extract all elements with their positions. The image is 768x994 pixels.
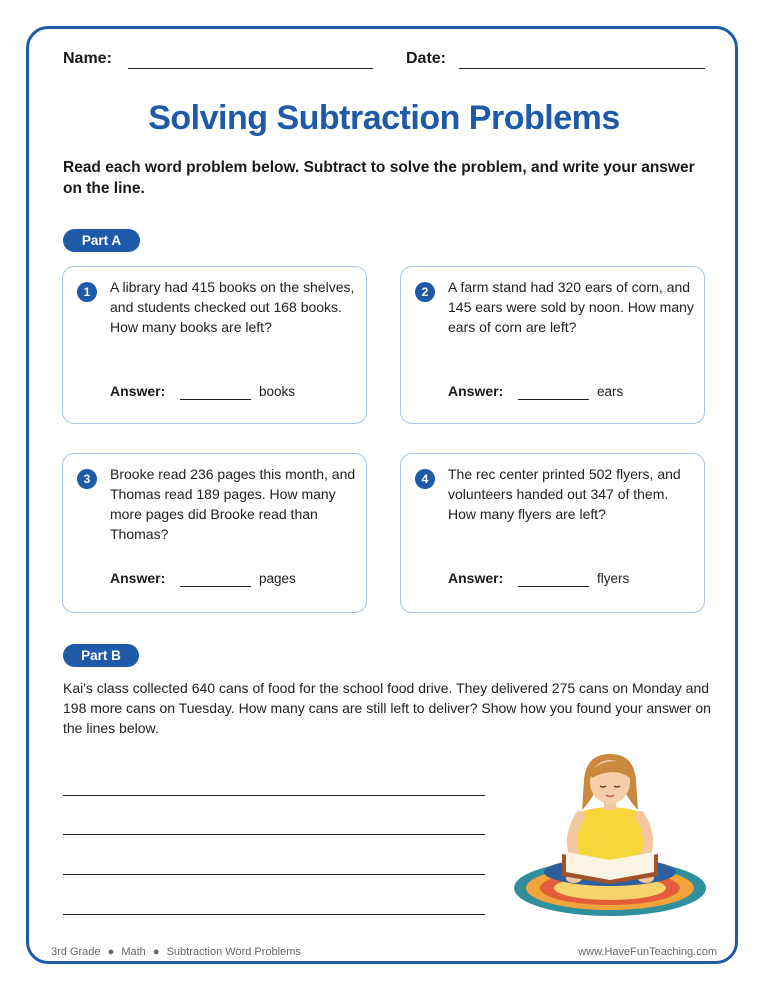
problem-number-badge: 2 (415, 282, 435, 302)
problem-text: Brooke read 236 pages this month, and Thomas read 189 pages. How many more pages did Brooke read than Thomas? (110, 466, 356, 542)
work-line-3[interactable] (63, 874, 485, 875)
answer-label: Answer: (448, 570, 504, 586)
answer-unit: books (259, 384, 296, 399)
page-title: Solving Subtraction Problems (148, 99, 620, 137)
answer-line[interactable] (180, 399, 251, 400)
bullet-icon: ● (152, 946, 160, 958)
answer-unit: pages (259, 571, 296, 586)
problem-number-badge: 4 (415, 469, 435, 489)
footer-website[interactable]: www.HaveFunTeaching.com (578, 946, 717, 958)
part-a-label: Part A (63, 229, 140, 252)
name-field[interactable] (128, 68, 373, 69)
problem-text: A farm stand had 320 ears of corn, and 145 ears were sold by noon. How many ears of corn are left? (448, 279, 694, 335)
footer-topic: Subtraction Word Problems (166, 946, 301, 958)
answer-label: Answer: (448, 383, 504, 399)
problem-number-badge: 1 (77, 282, 97, 302)
answer-label: Answer: (110, 383, 166, 399)
footer-subject: Math (121, 946, 146, 958)
problem-card-2 (400, 266, 705, 424)
girl-reading-book-on-rug-illustration (510, 750, 710, 920)
date-field[interactable] (459, 68, 705, 69)
bullet-icon: ● (107, 946, 115, 958)
instructions: Read each word problem below. Subtract to solve the problem, and write your answer on the line. (63, 159, 695, 197)
answer-label: Answer: (110, 570, 166, 586)
problem-text: A library had 415 books on the shelves, and students checked out 168 books. How many books are left? (110, 279, 355, 335)
part-b-problem-text: Kai's class collected 640 cans of food for the school food drive. They delivered 275 cans on Monday and 198 more cans on Tuesday. How many cans are still left to deliver? Show how you found your answer on the lines below. (63, 680, 711, 736)
work-line-4[interactable] (63, 914, 485, 915)
problem-card-1 (62, 266, 367, 424)
footer-grade: 3rd Grade (51, 946, 101, 958)
work-line-1[interactable] (63, 795, 485, 796)
problem-number-badge: 3 (77, 469, 97, 489)
answer-line[interactable] (180, 586, 251, 587)
footer-breadcrumb (51, 946, 301, 958)
date-label: Date: (406, 50, 447, 67)
answer-line[interactable] (518, 586, 589, 587)
problem-text: The rec center printed 502 flyers, and volunteers handed out 347 of them. How many flyers are left? (448, 466, 681, 522)
work-line-2[interactable] (63, 834, 485, 835)
answer-unit: ears (597, 384, 624, 399)
answer-unit: flyers (597, 571, 630, 586)
part-b-label: Part B (63, 644, 139, 667)
problem-card-3 (62, 453, 367, 613)
name-label: Name: (63, 50, 112, 67)
problem-card-4 (400, 453, 705, 613)
answer-line[interactable] (518, 399, 589, 400)
